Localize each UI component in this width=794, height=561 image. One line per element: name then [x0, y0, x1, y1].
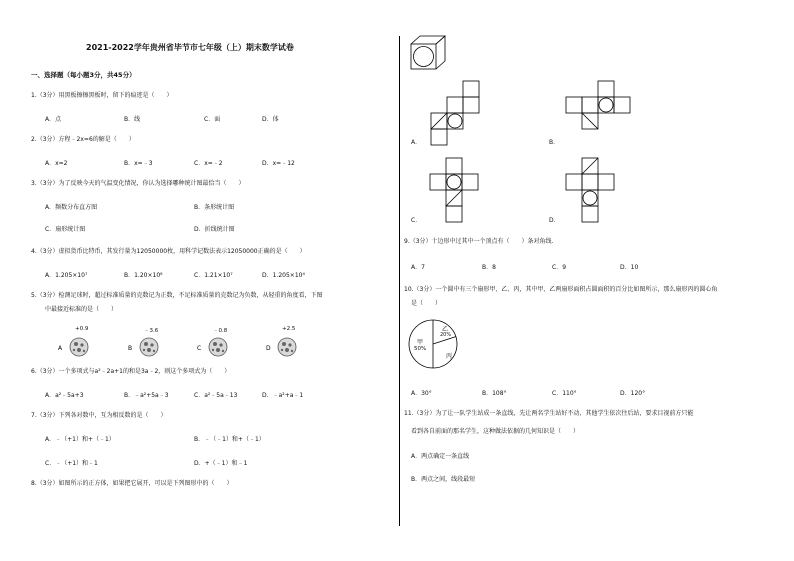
q9-option-b[interactable]: B．8 [482, 264, 496, 271]
question-4: 4.（3分）虚拟货币比特币，其发行量为12050000枚，用科学记数法表示12050000正确的是（ ） [31, 248, 306, 255]
q4-option-a[interactable]: A．1.205×10⁷ [45, 272, 88, 279]
q2-option-d[interactable]: D．x=﹣12 [262, 160, 295, 167]
q3-option-b[interactable]: B．条形统计图 [194, 204, 235, 211]
q6-option-b[interactable]: B．﹣a²+5a﹣3 [124, 392, 169, 399]
q3-option-a[interactable]: A．频数分布直方图 [45, 204, 98, 211]
q8-option-a[interactable]: A． [411, 139, 422, 146]
q8-option-b[interactable]: B． [549, 139, 560, 146]
q1-option-d[interactable]: D．体 [262, 116, 279, 123]
q9-option-a[interactable]: A．7 [411, 264, 425, 271]
ball-b-label: ﹣3.6 [144, 328, 159, 334]
svg-text:A: A [58, 345, 63, 352]
q2-option-a[interactable]: A．x=2 [45, 160, 68, 167]
q2-option-c[interactable]: C．x=﹣2 [194, 160, 223, 167]
q4-option-b[interactable]: B．1.20×10⁸ [124, 272, 163, 279]
question-1: 1.（3分）用黑板擦擦黑板时，留下的痕迹是（ ） [31, 92, 173, 99]
q10-option-d[interactable]: D．120° [620, 390, 646, 397]
q9-option-d[interactable]: D．10 [620, 264, 639, 271]
question-8: 8.（3分）如图所示的正方体，如果把它展开，可以是下列图形中的（ ） [31, 480, 233, 487]
question-5-line-2: 中最接近标准的是（ ） [45, 306, 118, 313]
question-9: 9.（3分）十边形中过其中一个顶点有（ ）条对角线. [404, 238, 554, 245]
q7-option-a[interactable]: A．﹣（+1）和+（﹣1） [45, 436, 115, 443]
question-5-line-1: 5.（3分）检测足球时，超过标准质量的克数记为正数，不足标准质量的克数记为负数，从轻重的角度看，下图 [31, 292, 323, 299]
q7-option-c[interactable]: C．﹣（+1）和﹣1 [45, 460, 98, 467]
ball-a-label: +0.9 [75, 326, 89, 332]
question-7: 7.（3分）下列各对数中，互为相反数的是（ ） [31, 412, 167, 419]
pie-label-yi: 乙 [442, 326, 449, 333]
q3-option-d[interactable]: D．折线统计图 [194, 226, 235, 233]
ball-c-label: ﹣0.8 [213, 328, 228, 334]
pie-label-bing: 丙 [446, 353, 453, 360]
question-11-line-2: 看到各自前面的那名学生，这种做法依据的几何知识是（ ） [411, 428, 580, 435]
question-11-line-1: 11.（3分）为了让一队学生站成一条直线，先让两名学生站好不动，其他学生依次往后站，要求目视前方只能 [404, 410, 694, 417]
q6-option-d[interactable]: D．﹣a²+a﹣1 [262, 392, 304, 399]
question-2: 2.（3分）方程﹣2x=6的解是（ ） [31, 136, 135, 143]
svg-text:D: D [266, 345, 271, 352]
exam-title: 2021-2022学年贵州省毕节市七年级（上）期末数学试卷 [86, 43, 294, 52]
q6-option-a[interactable]: A．a²﹣5a+3 [45, 392, 84, 399]
pie-label-jia-percent: 50% [414, 346, 427, 352]
q3-option-c[interactable]: C．扇形统计图 [45, 226, 86, 233]
q1-option-b[interactable]: B．线 [124, 116, 141, 123]
q4-option-d[interactable]: D．1.205×10⁴ [262, 272, 305, 279]
pie-label-yi-percent: 20% [440, 332, 452, 338]
ball-d-label: +2.5 [282, 326, 296, 332]
q11-option-b[interactable]: B．两点之间，线段最短 [411, 476, 476, 483]
q10-option-c[interactable]: C．110° [552, 390, 577, 397]
q10-option-a[interactable]: A．30° [411, 390, 432, 397]
question-10-line-1: 10.（3分）一个圆中有三个扇形甲、乙、丙，其中甲、乙两扇形面积占圆面积的百分比如图所示，那么扇形丙的圆心角 [404, 286, 718, 293]
svg-text:C: C [197, 345, 202, 352]
svg-text:B: B [128, 345, 133, 352]
question-6: 6.（3分）一个多项式与a²﹣2a+1的和是3a﹣2，则这个多项式为（ ） [31, 368, 231, 375]
q10-option-b[interactable]: B．108° [482, 390, 507, 397]
q7-option-b[interactable]: B．﹣（﹣1）和+（﹣1） [194, 436, 265, 443]
q1-option-a[interactable]: A．点 [45, 116, 62, 123]
q6-option-c[interactable]: C．a²﹣5a﹣13 [194, 392, 238, 399]
question-10-line-2: 是（ ） [411, 300, 442, 307]
q2-option-b[interactable]: B．x=﹣3 [124, 160, 153, 167]
q7-option-d[interactable]: D．+（﹣1）和﹣1 [194, 460, 248, 467]
q11-option-a[interactable]: A．两点确定一条直线 [411, 453, 470, 460]
q8-option-d[interactable]: D． [549, 217, 560, 224]
section-heading: 一、选择题（每小题3分，共45分） [31, 71, 136, 79]
q9-option-c[interactable]: C．9 [552, 264, 567, 271]
pie-label-jia: 甲 [417, 339, 424, 346]
q8-option-c[interactable]: C． [411, 217, 422, 224]
q4-option-c[interactable]: C．1.21×10⁷ [194, 272, 233, 279]
question-3: 3.（3分）为了反映今天的气温变化情况，你认为选择哪种统计图最恰当（ ） [31, 180, 245, 187]
q1-option-c[interactable]: C．面 [204, 116, 221, 123]
